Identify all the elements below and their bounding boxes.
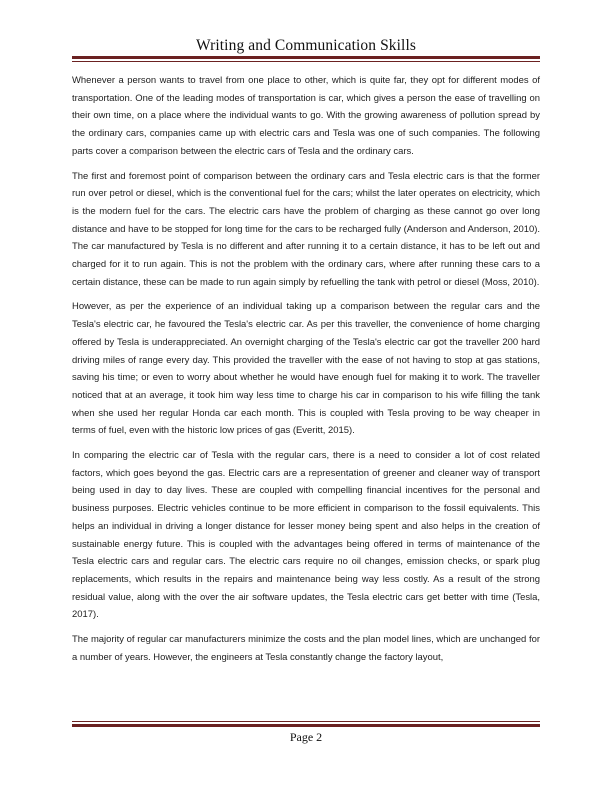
header-rule-thick [72,56,540,59]
paragraph-1: Whenever a person wants to travel from one place to other, which is quite far, they opt for different modes of transportation. One of the leading modes of transportation is car, which gives a person the ease of travelling on their own time, on a place where the individual wants to go. With the growing awareness of pollution spread by the ordinary cars, companies came up with electric cars and Tesla was one of such companies. The following parts cover a comparison between the electric cars of Tesla and the ordinary cars. [72,75,540,157]
paragraph-3: However, as per the experience of an individual taking up a comparison between the regular cars and the Tesla's electric car, he favoured the Tesla's electric car. As per this traveller, the convenience of home charging offered by Tesla is underappreciated. An overnight charging of the Tesla's electric car got the traveller 200 hard driving miles of range every day. This provided the traveller with the ease of not having to stop at gas stations, saving his time; or even to worry about whether he would have enough fuel for making it to work. The traveller noticed that at an average, it took him way less time to charge his car in comparison to his wife filling the tank when she used her regular Honda car each month. This is coupled with Tesla proving to be way cheaper in terms of fuel, even with the historic low prices of gas (Everitt, 2015). [72,301,540,437]
paragraph-4: In comparing the electric car of Tesla with the regular cars, there is a need to consider a lot of cost related factors, which goes beyond the gas. Electric cars are a representation of greener and cleaner way of transport being used in day to day lives. These are coupled with compelling financial incentives for the personal and business purposes. Electric vehicles continue to be more efficient in comparison to the fossil equivalents. This helps an individual in driving a longer distance for lesser money being spent and also helps in the creation of sustainable energy future. This is coupled with the advantages being offered in terms of maintenance of the Tesla electric cars and regular cars. The electric cars require no oil changes, emission checks, or spark plug replacements, which results in the repairs and maintenance being way less costly. As a result of the strong residual value, along with the over the air software updates, the Tesla electric cars get better with time (Tesla, 2017). [72,450,540,621]
footer-rule-thin [72,721,540,722]
page-number: Page 2 [289,730,323,744]
page-header-title: Writing and Communication Skills [196,37,416,54]
paragraph-2: The first and foremost point of comparison between the ordinary cars and Tesla electric cars is that the former run over petrol or diesel, which is the conventional fuel for the cars; whilst the later operates on electricity, which is the modern fuel for the cars. The electric cars have the problem of charging as these cannot go over long distance and have to be stopped for long time for the cars to be recharged fully (Anderson and Anderson, 2010). The car manufactured by Tesla is no different and after running it to a certain distance, it has to be left out and charged for it to run again. This is not the problem with the ordinary cars, where after running these cars to a certain distance, these can be made to run again simply by refuelling the tank with petrol or diesel (Moss, 2010). [72,170,540,288]
footer-rule-thick [72,724,540,727]
paragraph-5: The majority of regular car manufacturers minimize the costs and the plan model lines, which are unchanged for a number of years. However, the engineers at Tesla constantly change the factory layout, [72,634,540,663]
header-rule-thin [72,61,540,62]
document-body [72,72,540,673]
